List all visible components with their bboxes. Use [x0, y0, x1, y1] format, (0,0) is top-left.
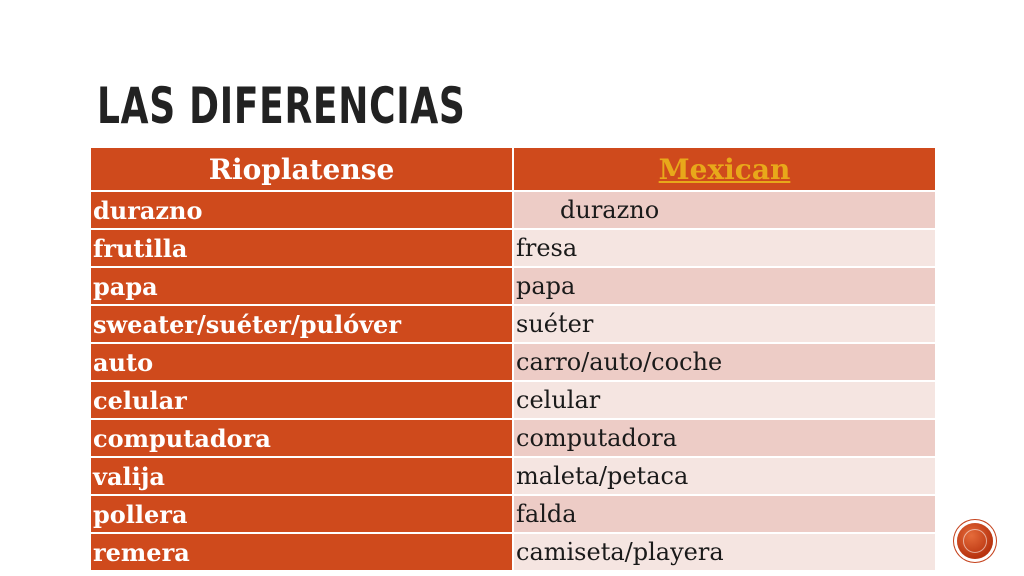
- page-title: LAS DIFERENCIAS: [97, 77, 466, 135]
- rioplatense-cell: auto: [90, 343, 513, 381]
- mexican-cell: papa: [513, 267, 936, 305]
- slide-nav-circle-icon[interactable]: [957, 523, 993, 559]
- rioplatense-cell: papa: [90, 267, 513, 305]
- table-row: [90, 267, 936, 305]
- mexican-cell: suéter: [513, 305, 936, 343]
- table-header-row: [90, 147, 936, 191]
- table-row: [90, 495, 936, 533]
- column-header-rioplatense: Rioplatense: [90, 147, 513, 191]
- table-row: [90, 457, 936, 495]
- table-row: [90, 533, 936, 571]
- mexican-cell: computadora: [513, 419, 936, 457]
- rioplatense-cell: computadora: [90, 419, 513, 457]
- rioplatense-cell: valija: [90, 457, 513, 495]
- comparison-table: [89, 146, 937, 572]
- table-row: [90, 419, 936, 457]
- mexican-cell: fresa: [513, 229, 936, 267]
- column-header-mexican-link[interactable]: Mexican: [513, 147, 936, 191]
- mexican-cell: maleta/petaca: [513, 457, 936, 495]
- table-row: [90, 305, 936, 343]
- rioplatense-cell: durazno: [90, 191, 513, 229]
- rioplatense-cell: frutilla: [90, 229, 513, 267]
- table-row: [90, 381, 936, 419]
- mexican-cell: durazno: [513, 191, 936, 229]
- mexican-cell: camiseta/playera: [513, 533, 936, 571]
- mexican-cell: falda: [513, 495, 936, 533]
- table-row: [90, 191, 936, 229]
- comparison-table-container: [89, 146, 935, 572]
- mexican-cell: celular: [513, 381, 936, 419]
- table-row: [90, 343, 936, 381]
- nav-badge-ring: [963, 529, 987, 553]
- rioplatense-cell: celular: [90, 381, 513, 419]
- rioplatense-cell: remera: [90, 533, 513, 571]
- rioplatense-cell: sweater/suéter/pulóver: [90, 305, 513, 343]
- mexican-cell: carro/auto/coche: [513, 343, 936, 381]
- rioplatense-cell: pollera: [90, 495, 513, 533]
- table-row: [90, 229, 936, 267]
